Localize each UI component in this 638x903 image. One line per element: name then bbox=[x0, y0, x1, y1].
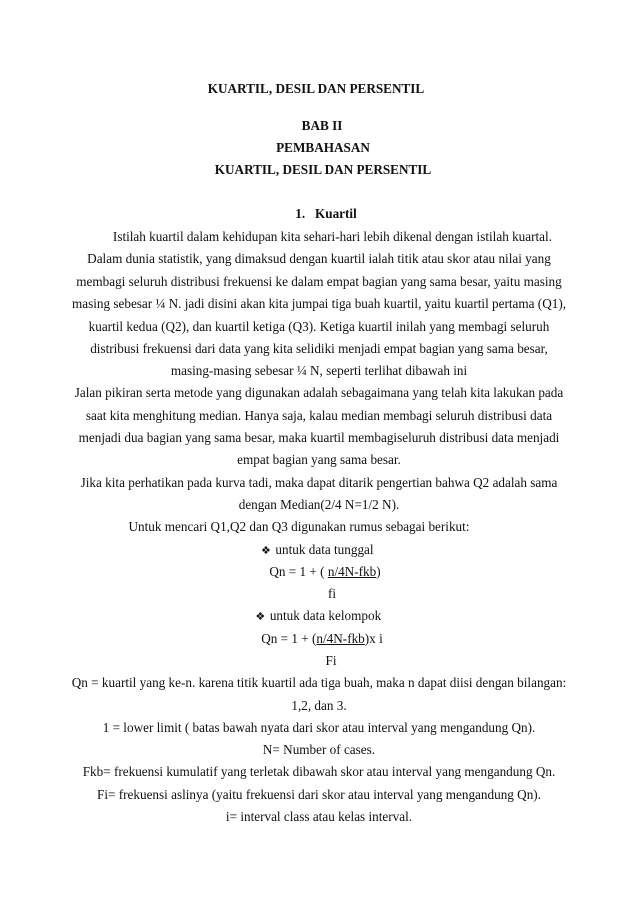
diamond-bullet-icon: ❖ bbox=[260, 545, 271, 557]
paragraph-line: kuartil kedua (Q2), dan kuartil ketiga (Q3). Ketiga kuartil inilah yang membagi seluruh bbox=[88, 319, 550, 334]
definition-line: N= Number of cases. bbox=[262, 742, 376, 757]
paragraph-line: Untuk mencari Q1,Q2 dan Q3 digunakan rumus sebagai berikut: bbox=[128, 519, 470, 534]
paragraph-line: dengan Median(2/4 N=1/2 N). bbox=[238, 497, 400, 512]
paragraph-line: Istilah kuartil dalam kehidupan kita sehari-hari lebih dikenal dengan istilah kuartal. bbox=[112, 229, 552, 244]
subsection-heading bbox=[7, 205, 638, 223]
formula-group-denominator: Fi bbox=[325, 653, 337, 668]
definition-line: 1 = lower limit ( batas bawah nyata dari skor atau interval yang mengandung Qn). bbox=[102, 720, 536, 735]
paragraph-line: Jika kita perhatikan pada kurva tadi, maka dapat ditarik pengertian bahwa Q2 adalah sama bbox=[80, 475, 558, 490]
section-heading: PEMBAHASAN bbox=[276, 140, 370, 155]
paragraph-line: saat kita menghitung median. Hanya saja, kalau median membagi seluruh distribusi data bbox=[85, 408, 553, 423]
paragraph-line: Dalam dunia statistik, yang dimaksud dengan kuartil ialah titik atau skor atau nilai yang bbox=[87, 251, 551, 266]
paragraph-line: Jalan pikiran serta metode yang digunakan adalah sebagaimana yang telah kita lakukan pada bbox=[74, 385, 564, 400]
definition-line: 1,2, dan 3. bbox=[291, 698, 347, 713]
section-title: KUARTIL, DESIL DAN PERSENTIL bbox=[214, 162, 432, 177]
definition-line: Qn = kuartil yang ke-n. karena titik kuartil ada tiga buah, maka n dapat diisi dengan bilangan: bbox=[71, 675, 567, 690]
bullet-single: ❖ untuk data tunggal bbox=[0, 541, 636, 560]
paragraph-line: menjadi dua bagian yang sama besar, maka kuartil membagiseluruh distribusi data menjadi bbox=[78, 430, 560, 445]
paragraph-line: membagi seluruh distribusi frekuensi ke dalam empat bagian yang sama besar, yaitu masing bbox=[76, 274, 562, 289]
definition-line: Fi= frekuensi aslinya (yaitu frekuensi dari skor atau interval yang mengandung Qn). bbox=[97, 787, 541, 802]
formula-numerator: n/4N-fkb bbox=[327, 564, 377, 579]
main-title: KUARTIL, DESIL DAN PERSENTIL bbox=[207, 81, 425, 96]
paragraph-line: masing-masing sebesar ¼ N, seperti terlihat dibawah ini bbox=[170, 363, 468, 378]
formula-numerator: n/4N-fkb bbox=[316, 631, 365, 646]
bullet-group: ❖ untuk data kelompok bbox=[0, 607, 637, 626]
paragraph-line: masing sebesar ¼ N. jadi disini akan kita jumpai tiga buah kuartil, yaitu kuartil pertama (Q1), bbox=[71, 296, 567, 311]
chapter-heading: BAB II bbox=[301, 118, 343, 133]
formula-group: Qn = 1 + (n/4N-fkb)x i bbox=[261, 631, 383, 646]
definition-line: Fkb= frekuensi kumulatif yang terletak dibawah skor atau interval yang mengandung Qn. bbox=[82, 764, 556, 779]
subsection-title: Kuartil bbox=[315, 206, 357, 221]
formula-single-denominator: fi bbox=[327, 586, 337, 601]
formula-single: Qn = 1 + ( n/4N-fkb) bbox=[269, 564, 381, 579]
diamond-bullet-icon: ❖ bbox=[255, 611, 266, 623]
subsection-number: 1. bbox=[295, 206, 306, 221]
paragraph-line: empat bagian yang sama besar. bbox=[237, 452, 401, 467]
paragraph-line: distribusi frekuensi dari data yang kita selidiki menjadi empat bagian yang sama besar, bbox=[90, 341, 548, 356]
definition-line: i= interval class atau kelas interval. bbox=[225, 809, 413, 824]
